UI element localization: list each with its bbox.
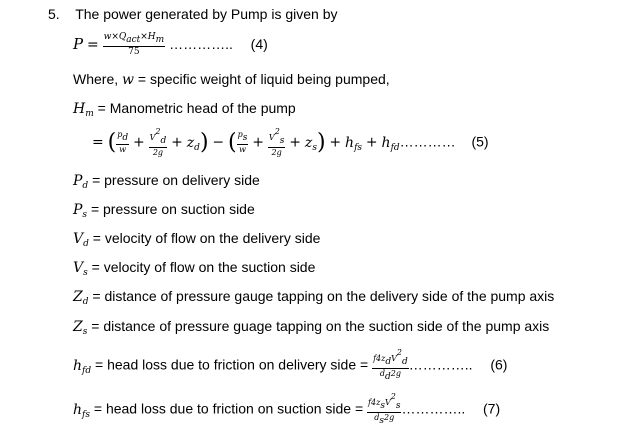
equation-4 (73, 33, 268, 58)
eq5-number: (5) (471, 133, 489, 150)
eq6-fraction: $\frac{\text{f4zdV2d}}{dd2g}$ (373, 348, 408, 383)
eq5-frac-pd: $\frac{pd}{w}$ (117, 130, 129, 155)
section-heading (48, 6, 337, 22)
def-symbol: $P_d$ (73, 173, 89, 191)
eq5-plus-3: + (252, 134, 265, 151)
eq4-fraction (103, 33, 166, 58)
def-text: = velocity of flow on the delivery side (92, 230, 321, 246)
eq6-symbol: $h_{fd}$ (73, 357, 92, 376)
equation-5 (92, 128, 489, 158)
eq7-fraction: $\frac{\text{f4zsV2s}}{ds2g}$ (368, 392, 401, 427)
eq5-plus-2: + (171, 134, 183, 151)
def-symbol: $P_s$ (73, 202, 88, 220)
eq5-minus: − (212, 134, 225, 151)
equation-6 (73, 349, 507, 383)
equation-7 (73, 393, 500, 427)
eq6-number: (6) (490, 356, 508, 373)
eq5-hfd: $h_{fd}$ (381, 134, 400, 153)
def-symbol: $V_d$ (73, 231, 89, 249)
eq7-dots: ………….. (401, 400, 466, 417)
definition-vs (73, 259, 315, 278)
definition-pd (73, 172, 260, 191)
where-prefix: Where, (73, 71, 119, 87)
eq5-plus-1: + (133, 134, 145, 151)
eq7-symbol: $h_{fs}$ (73, 401, 90, 420)
hm-line (73, 100, 296, 119)
eq5-zs: $z_s$ (304, 134, 317, 153)
hm-text: = Manometric head of the pump (97, 100, 296, 116)
eq5-paren-close-1: ) (199, 129, 209, 155)
definition-vd (73, 230, 320, 249)
heading-number: 5. (48, 6, 60, 22)
eq5-plus-5: + (329, 134, 342, 151)
eq5-zd: $z_d$ (186, 134, 200, 153)
eq4-numerator: w×Qact×Hm (103, 33, 166, 47)
eq4-dots: ………….. (169, 36, 233, 53)
eq5-hfs: $h_{fs}$ (345, 134, 363, 153)
eq4-denominator: 75 (128, 47, 140, 58)
eq6-dots: ………….. (408, 356, 473, 373)
hm-symbol: $H_m$ (73, 101, 94, 119)
heading-text: The power generated by Pump is given by (75, 6, 338, 22)
eq5-equals: = (92, 134, 104, 151)
eq5-frac-vd: $\frac{V2d}{2g}$ (149, 127, 167, 158)
eq7-number: (7) (483, 400, 501, 417)
def-text: = distance of pressure guage tapping on the suction side of the pump axis (91, 318, 550, 334)
where-text: = specific weight of liquid being pumped, (137, 71, 390, 87)
eq5-frac-ps: $\frac{ps}{w}$ (237, 130, 248, 155)
def-symbol: $Z_s$ (73, 319, 88, 337)
eq5-dots: ………… (399, 133, 456, 150)
eq5-frac-vs: $\frac{V2s}{2g}$ (268, 127, 285, 158)
eq4-lhs: P (73, 35, 84, 54)
eq5-plus-6: + (365, 134, 378, 151)
definition-ps (73, 201, 255, 220)
definition-zd (73, 288, 554, 307)
def-text: = velocity of flow on the suction side (91, 259, 316, 275)
definition-zs (73, 318, 549, 337)
eq5-paren-open-2: ( (228, 129, 237, 155)
def-text: = pressure on delivery side (92, 172, 260, 188)
def-text: = distance of pressure gauge tapping on the delivery side of the pump axis (92, 288, 555, 304)
eq6-text: = head loss due to friction on delivery side = (95, 356, 369, 373)
eq4-equals: = (86, 37, 99, 54)
eq5-paren-close-2: ) (316, 129, 326, 155)
where-line (73, 71, 390, 88)
eq4-number: (4) (250, 36, 268, 53)
eq7-text: = head loss due to friction on suction side = (93, 400, 364, 417)
def-symbol: $V_s$ (73, 260, 88, 278)
def-text: = pressure on suction side (90, 201, 255, 217)
def-symbol: $Z_d$ (73, 289, 89, 307)
eq5-plus-4: + (289, 134, 302, 151)
where-symbol: w (122, 72, 134, 88)
eq5-paren-open-1: ( (107, 129, 117, 155)
